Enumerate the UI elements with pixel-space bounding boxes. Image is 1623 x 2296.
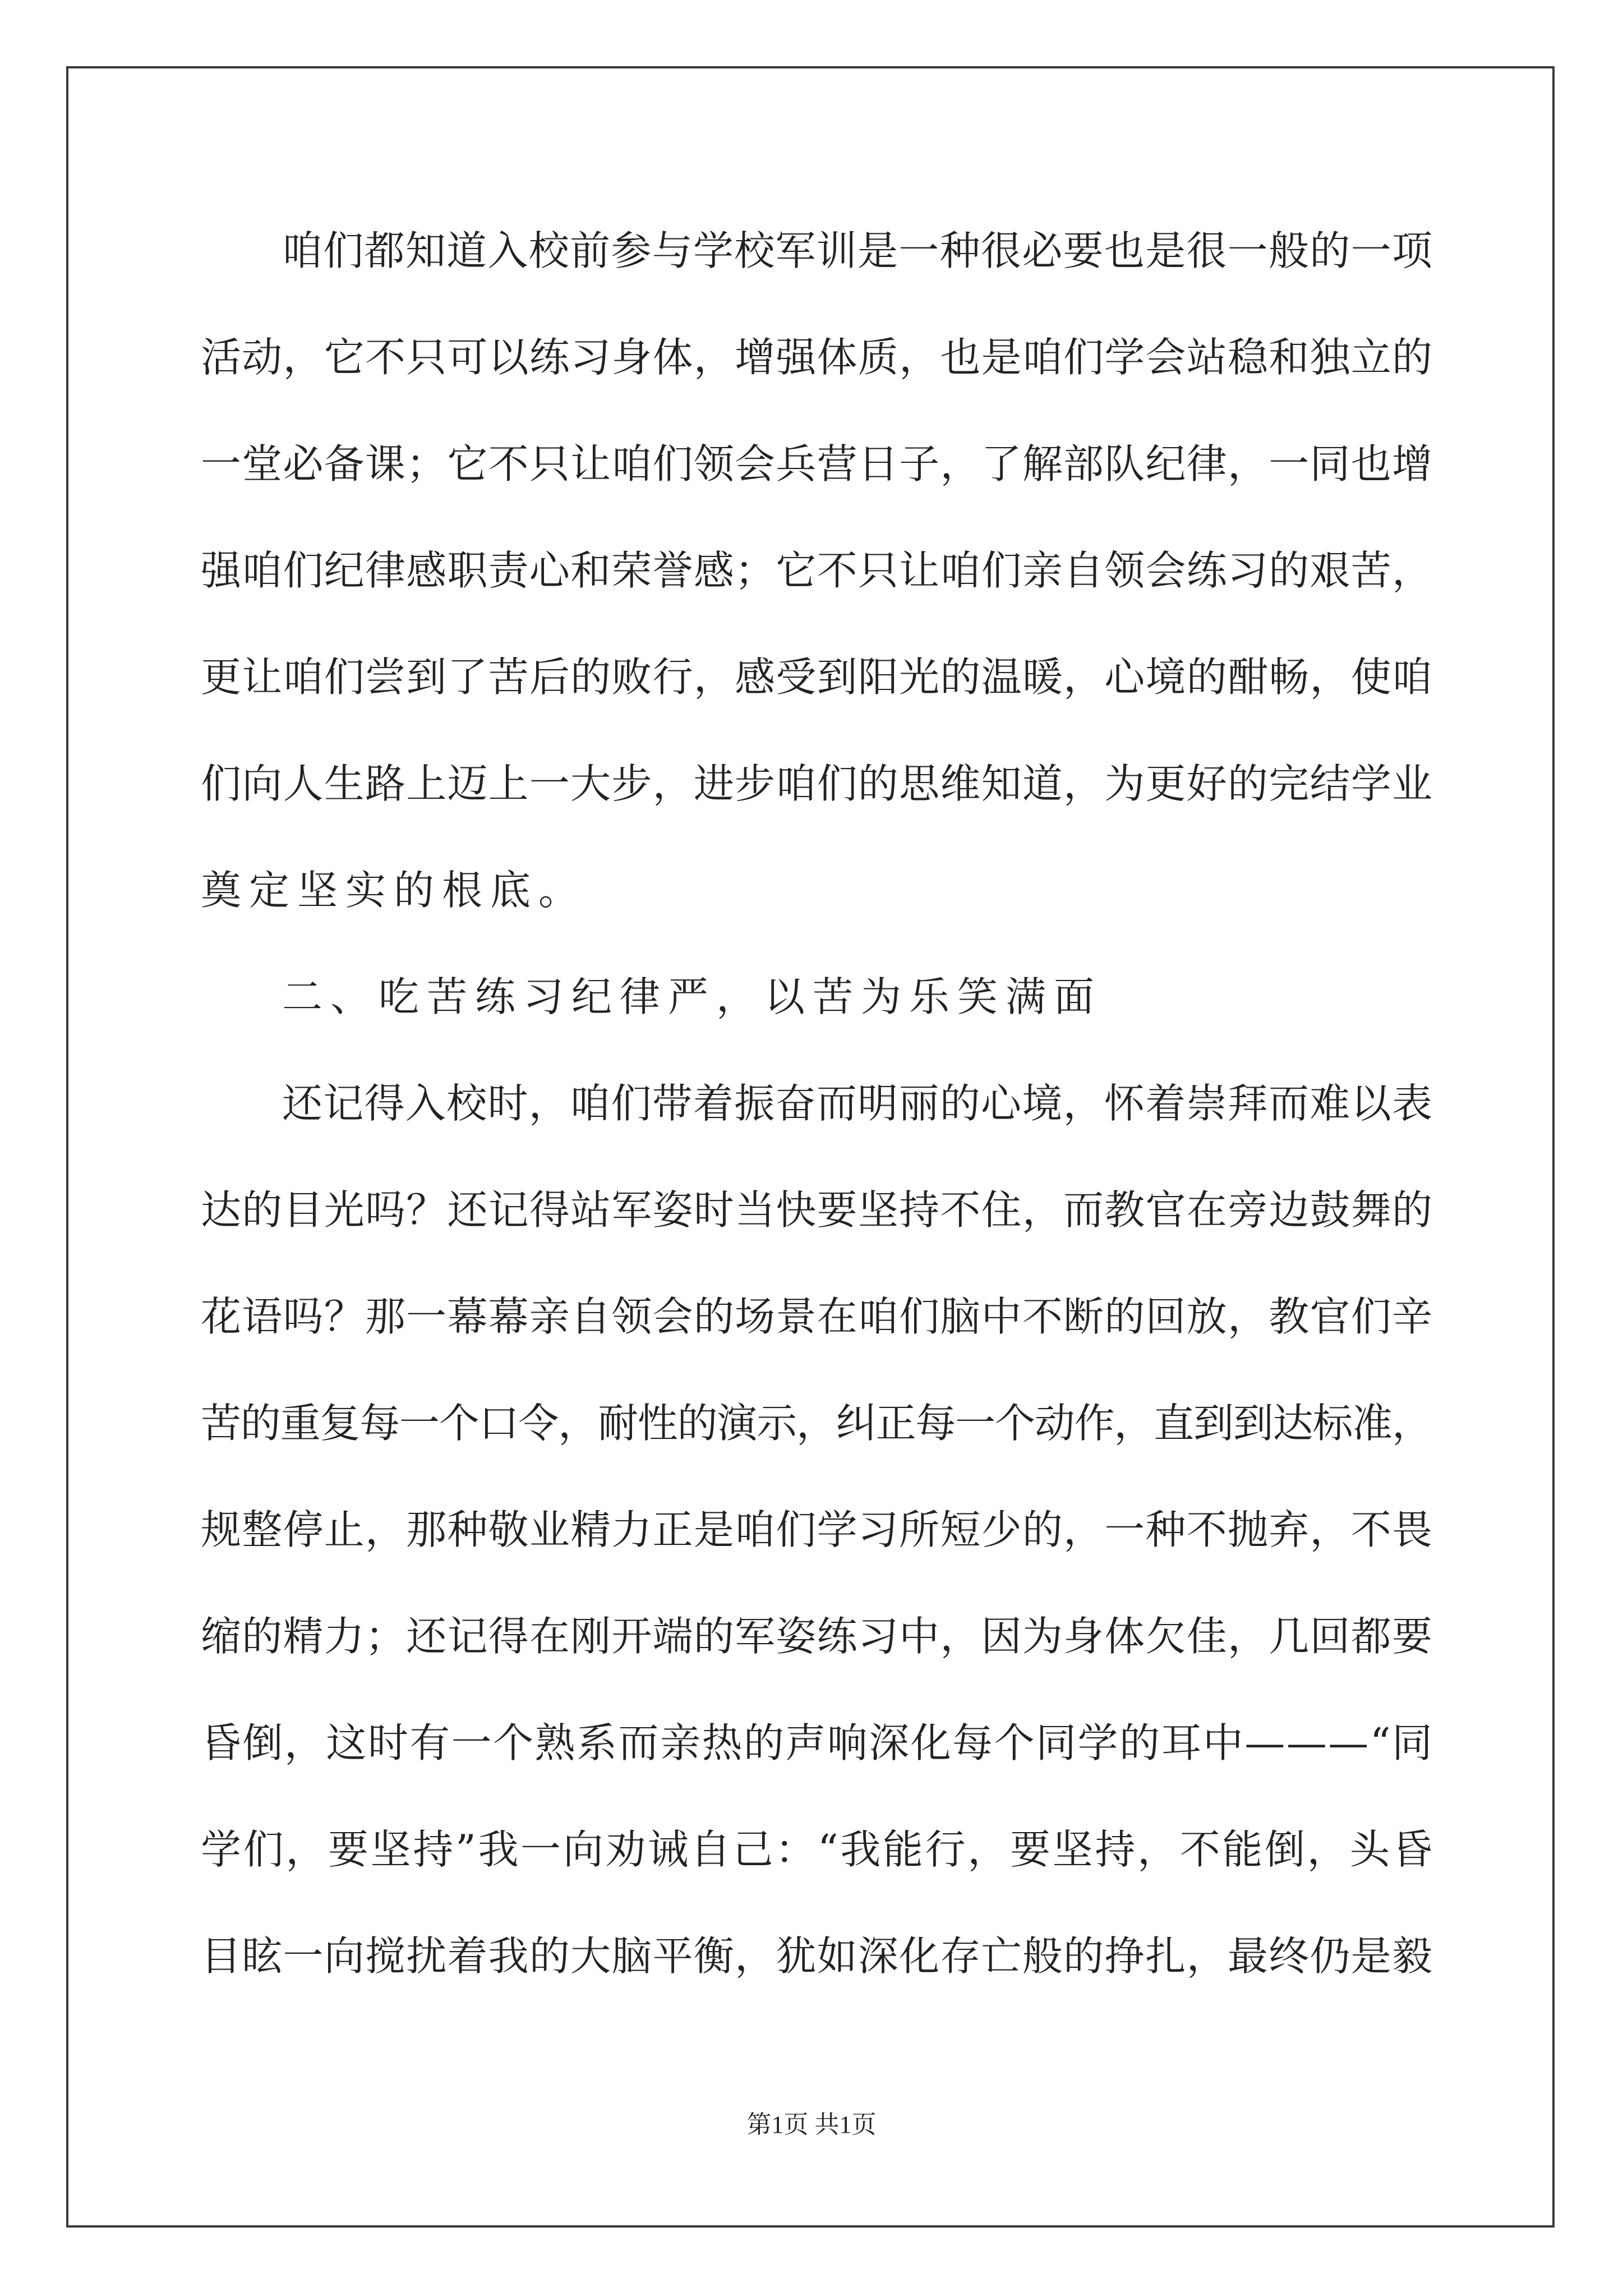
text-line: 奠定坚实的根底。: [201, 867, 587, 914]
text-line: 学们，要坚持”我一向劝诫自己：“我能行，要坚持，不能倒，头昏: [201, 1826, 1435, 1873]
text-line: 们向人生路上迈上一大步，进步咱们的思维知道，为更好的完结学业: [201, 760, 1433, 807]
page-number: 第1页 共1页: [746, 2111, 877, 2138]
text-line: 一堂必备课；它不只让咱们领会兵营日子，了解部队纪律，一同也增: [201, 440, 1433, 487]
text-line: 苦的重复每一个口令，耐性的演示，纠正每一个动作，直到到达标准，: [201, 1400, 1432, 1447]
paragraph-first-line: 还记得入校时，咱们带着振奋而明丽的心境，怀着崇拜而难以表: [282, 1080, 1433, 1127]
paragraph-first-line: 二、吃苦练习纪律严，以苦为乐笑满面: [282, 973, 1103, 1020]
text-line: 更让咱们尝到了苦后的败行，感受到阳光的温暖，心境的酣畅，使咱: [201, 654, 1433, 701]
paragraph-first-line: 咱们都知道入校前参与学校军训是一种很必要也是很一般的一项: [282, 227, 1433, 274]
page-footer: [0, 2108, 1623, 2142]
text-line: 花语吗？那一幕幕亲自领会的场景在咱们脑中不断的回放，教官们辛: [201, 1293, 1433, 1340]
document-body: [201, 220, 1435, 2032]
text-line: 达的目光吗？还记得站军姿时当快要坚持不住，而教官在旁边鼓舞的: [201, 1186, 1433, 1234]
text-line: 规整停止，那种敬业精力正是咱们学习所短少的，一种不抛弃，不畏: [201, 1506, 1433, 1553]
text-line: 强咱们纪律感职责心和荣誉感；它不只让咱们亲自领会练习的艰苦，: [201, 547, 1433, 594]
text-line: 昏倒，这时有一个熟系而亲热的声响深化每个同学的耳中———“同: [201, 1719, 1434, 1766]
text-line: 缩的精力；还记得在刚开端的军姿练习中，因为身体欠佳，几回都要: [201, 1613, 1433, 1660]
text-line: 活动，它不只可以练习身体，增强体质，也是咱们学会站稳和独立的: [201, 334, 1433, 381]
text-line: 目眩一向搅扰着我的大脑平衡，犹如深化存亡般的挣扎，最终仍是毅: [201, 1932, 1433, 1980]
